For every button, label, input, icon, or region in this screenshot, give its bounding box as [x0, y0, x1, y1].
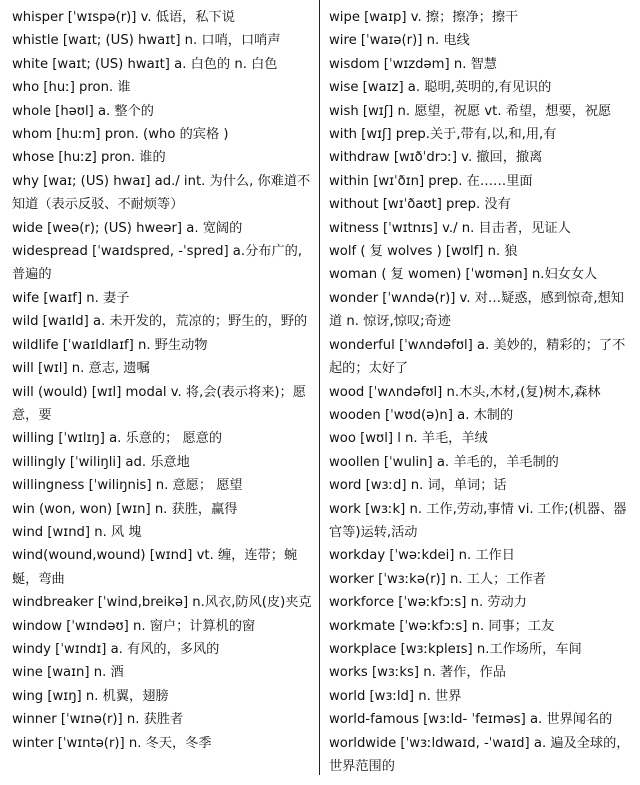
entry-why: why [waɪ; (US) hwaɪ] ad./ int. 为什么, 你难道不知道（表示反驳、不耐烦等）: [12, 173, 311, 213]
entry-widespread: widespread [ˈwaɪdspred, -ˈspred] a.分布广的, 普遍的: [12, 244, 303, 283]
entry-wisdom: wisdom [ˈwɪzdəm] n. 智慧: [329, 56, 497, 72]
entry-without: without [wɪˈðaʊt] prep. 没有: [329, 197, 511, 213]
entry-willingness: willingness [ˈwiliŋnis] n. 意愿； 愿望: [12, 478, 243, 494]
entry-winter: winter [ˈwɪntə(r)] n. 冬天，冬季: [12, 735, 212, 751]
entry-willing: willing [ˈwɪlɪŋ] a. 乐意的； 愿意的: [12, 431, 223, 447]
entry-wind-verb: wind(wound,wound) [wɪnd] vt. 缠，连带；蜿蜒，弯曲: [12, 548, 298, 587]
entry-wooden: wooden [ˈwʊd(ə)n] a. 木制的: [329, 407, 514, 423]
entry-world: world [wɜːld] n. 世界: [329, 688, 462, 704]
entry-wind-noun: wind [wɪnd] n. 风 塊: [12, 524, 142, 540]
entry-wild: wild [waɪld] a. 未开发的，荒凉的；野生的，野的: [12, 314, 308, 330]
entry-workplace: workplace [wɜːkpleɪs] n.工作场所，车间: [329, 641, 582, 657]
entry-wolf: wolf ( 复 wolves ) [wʊlf] n. 狼: [329, 244, 518, 260]
entry-worldwide: worldwide [ˈwɜːldwaɪd, -ˈwaɪd] a. 遍及全球的，世界范围的: [329, 735, 630, 774]
entry-workforce: workforce [ˈwəːkfɔːs] n. 劳动力: [329, 595, 527, 611]
entry-world-famous: world-famous [wɜːld- ˈfeɪməs] a. 世界闻名的: [329, 712, 613, 728]
entry-wipe: wipe [waɪp] v. 擦；擦净；擦干: [329, 10, 519, 25]
entry-wool: woo [wʊl] l n. 羊毛，羊绒: [329, 431, 488, 447]
entry-wonder: wonder [ˈwʌndə(r)] v. 对…疑惑，感到惊奇,想知道 n. 惊讶,惊叹;奇迹: [329, 290, 624, 330]
entry-woollen: woollen [ˈwulin] a. 羊毛的，羊毛制的: [329, 454, 559, 470]
entry-whisper: whisper [ˈwɪspə(r)] v. 低语，私下说: [12, 10, 235, 25]
entry-white: white [waɪt; (US) hwaɪt] a. 白色的 n. 白色: [12, 56, 278, 72]
entry-will-modal: will (would) [wɪl] modal v. 将,会(表示将来)；愿意，要: [12, 384, 306, 423]
entry-winner: winner [ˈwɪnə(r)] n. 获胜者: [12, 712, 184, 728]
entry-wise: wise [waɪz] a. 聪明,英明的,有见识的: [329, 80, 552, 96]
entry-who: who [huː] pron. 谁: [12, 80, 131, 96]
entry-works: works [wɜːks] n. 著作，作品: [329, 665, 506, 681]
left-column: [12, 6, 312, 785]
entry-worker: worker [ˈwɜːkə(r)] n. 工人；工作者: [329, 571, 546, 587]
entry-wide: wide [weə(r); (US) hweər] a. 宽阔的: [12, 220, 243, 236]
entry-whose: whose [huːz] pron. 谁的: [12, 150, 166, 166]
entry-work: work [wɜːk] n. 工作,劳动,事情 vi. 工作;(机器、器官等)运转,活动: [329, 501, 627, 540]
entry-window: window [ˈwɪndəʊ] n. 窗户；计算机的窗: [12, 618, 256, 634]
entry-withdraw: withdraw [wɪðˈdrɔː] v. 撤回，撤离: [329, 150, 543, 166]
entry-wonderful: wonderful [ˈwʌndəfʊl] a. 美妙的，精彩的；了不起的；太好了: [329, 337, 626, 377]
entry-wish: wish [wɪʃ] n. 愿望，祝愿 vt. 希望，想要，祝愿: [329, 103, 612, 119]
entry-word: word [wɜːd] n. 词，单词；话: [329, 478, 507, 494]
entry-workmate: workmate [ˈwəːkfɔːs] n. 同事；工友: [329, 618, 555, 634]
column-divider: [319, 0, 320, 775]
entry-whistle: whistle [waɪt; (US) hwaɪt] n. 口哨，口哨声: [12, 33, 281, 49]
entry-witness: witness [ˈwɪtnɪs] v./ n. 目击者，见证人: [329, 220, 571, 236]
entry-wine: wine [waɪn] n. 酒: [12, 665, 124, 681]
entry-with: with [wɪʃ] prep.关于,带有,以,和,用,有: [329, 127, 557, 143]
entry-wildlife: wildlife [ˈwaɪldlaɪf] n. 野生动物: [12, 337, 208, 353]
entry-wing: wing [wɪŋ] n. 机翼，翅膀: [12, 688, 169, 704]
entry-will-noun: will [wɪl] n. 意志, 遗嘱: [12, 361, 150, 377]
entry-whole: whole [həʊl] a. 整个的: [12, 103, 154, 119]
right-column: [329, 6, 633, 785]
entry-win: win (won, won) [wɪn] n. 获胜，赢得: [12, 501, 238, 517]
entry-willingly: willingly [ˈwiliŋli] ad. 乐意地: [12, 454, 190, 470]
entry-wood: wood [ˈwʌndəfʊl] n.木头,木材,(复)树木,森林: [329, 384, 601, 400]
entry-windy: windy [ˈwɪndɪ] a. 有风的，多风的: [12, 641, 220, 657]
entry-within: within [wɪˈðɪn] prep. 在……里面: [329, 173, 533, 189]
entry-wife: wife [waɪf] n. 妻子: [12, 290, 130, 306]
entry-wire: wire [ˈwaɪə(r)] n. 电线: [329, 33, 470, 49]
entry-workday: workday [ˈwəːkdei] n. 工作日: [329, 548, 515, 564]
entry-whom: whom [huːm] pron. (who 的宾格 ): [12, 127, 229, 143]
entry-windbreaker: windbreaker [ˈwind,breikə] n.风衣,防风(皮)夹克: [12, 595, 312, 611]
entry-woman: woman ( 复 women) [ˈwʊmən] n.妇女女人: [329, 267, 598, 283]
